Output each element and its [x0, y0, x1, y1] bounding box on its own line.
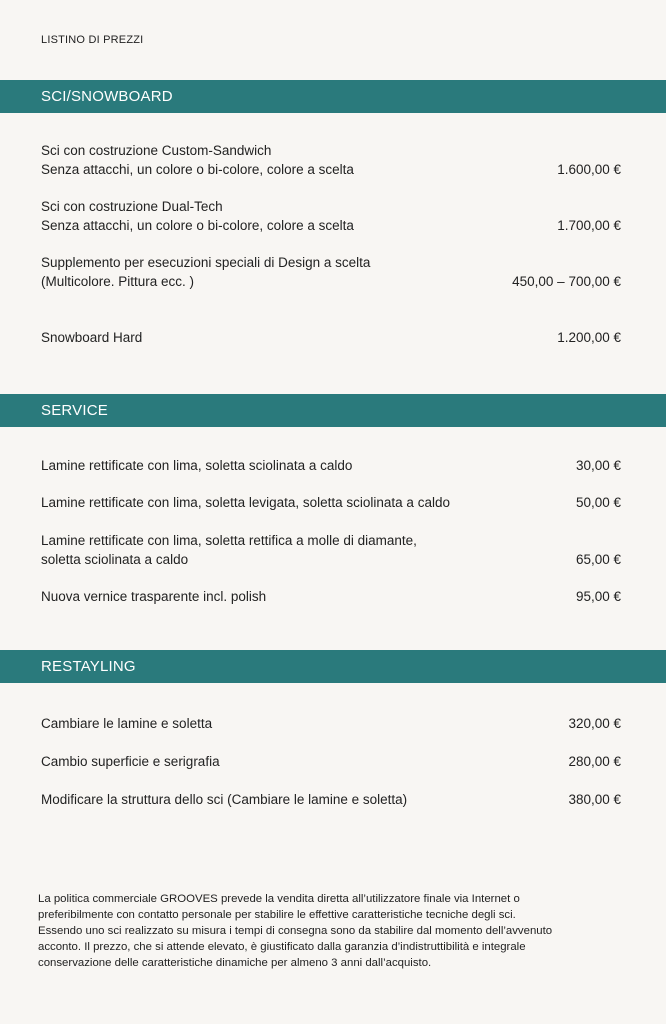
item-price: 1.700,00 €	[557, 218, 621, 233]
item-desc-line: Cambiare le lamine e soletta	[41, 716, 213, 731]
item-price: 30,00 €	[575, 458, 621, 473]
price-row	[41, 714, 621, 733]
item-price: 380,00 €	[568, 792, 621, 807]
item-desc-line: Lamine rettificate con lima, soletta rettifica a molle di diamante,	[41, 533, 417, 548]
price-row	[41, 197, 621, 235]
item-desc-line: Senza attacchi, un colore o bi-colore, colore a scelta	[41, 162, 354, 177]
item-desc-line: Cambio superficie e serigrafia	[41, 754, 220, 769]
item-price: 95,00 €	[575, 589, 621, 604]
price-row	[41, 790, 621, 809]
item-desc-line: Modificare la struttura dello sci (Cambiare le lamine e soletta)	[41, 792, 408, 807]
item-desc-line: Sci con costruzione Custom-Sandwich	[41, 143, 272, 158]
item-price: 1.600,00 €	[557, 162, 621, 177]
item-desc-line: Lamine rettificate con lima, soletta sciolinata a caldo	[41, 458, 353, 473]
item-desc-line: (Multicolore. Pittura ecc. )	[41, 274, 195, 289]
section-title: SCI/SNOWBOARD	[41, 88, 173, 105]
footer-line: conservazione delle caratteristiche dinamiche per almeno 3 anni dall’acquisto.	[38, 957, 432, 969]
section-band-service	[0, 394, 666, 427]
item-desc-line: Sci con costruzione Dual-Tech	[41, 199, 223, 214]
item-desc-line: Supplemento per esecuzioni speciali di Design a scelta	[41, 255, 371, 270]
price-row	[41, 531, 621, 569]
price-row	[41, 141, 621, 179]
footer-line: Essendo uno sci realizzato su misura i tempi di consegna sono da stabilire dal momento dell’avvenuto	[38, 925, 553, 937]
item-price: 450,00 – 700,00 €	[512, 274, 621, 289]
item-desc-line: soletta sciolinata a caldo	[41, 552, 189, 567]
footer-note	[38, 891, 618, 971]
item-price: 320,00 €	[568, 716, 621, 731]
item-price: 280,00 €	[568, 754, 621, 769]
item-price: 50,00 €	[575, 495, 621, 510]
footer-line: La politica commerciale GROOVES prevede la vendita diretta all’utilizzatore finale via Internet o	[38, 893, 520, 905]
page-title: LISTINO DI PREZZI	[41, 34, 144, 46]
section-title: RESTAYLING	[41, 658, 136, 675]
section-title: SERVICE	[41, 402, 108, 419]
item-desc-line: Snowboard Hard	[41, 330, 143, 345]
section-band-restayling	[0, 650, 666, 683]
item-price: 65,00 €	[575, 552, 621, 567]
price-row	[41, 328, 621, 347]
price-row	[41, 253, 621, 291]
price-row	[41, 587, 621, 606]
price-row	[41, 456, 621, 475]
item-desc-line: Senza attacchi, un colore o bi-colore, colore a scelta	[41, 218, 354, 233]
item-desc-line: Lamine rettificate con lima, soletta levigata, soletta sciolinata a caldo	[41, 495, 450, 510]
section-band-sci-snowboard	[0, 80, 666, 113]
item-desc-line: Nuova vernice trasparente incl. polish	[41, 589, 267, 604]
price-row	[41, 752, 621, 771]
item-price: 1.200,00 €	[557, 330, 621, 345]
price-row	[41, 493, 621, 512]
footer-line: acconto. Il prezzo, che si attende elevato, è giustificato dalla garanzia d’indistruttibilità e integrale	[38, 941, 526, 953]
footer-line: preferibilmente con contatto personale per stabilire le effettive caratteristiche tecniche degli sci.	[38, 909, 516, 921]
